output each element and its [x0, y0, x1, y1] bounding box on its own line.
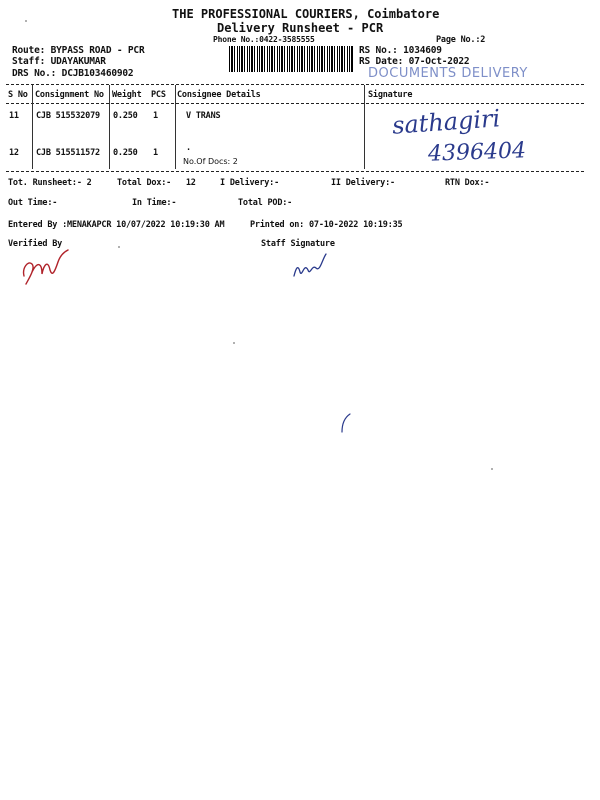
staff-initials-scribble — [290, 248, 330, 282]
total-runsheet: Tot. Runsheet:- 2 — [8, 178, 92, 188]
scan-speck — [491, 468, 493, 470]
row-2-consignee: . — [186, 143, 191, 153]
total-dox: Total Dox:- 12 — [117, 178, 196, 188]
rtn-dox: RTN Dox:- — [445, 178, 490, 188]
rs-number: RS No.: 1034609 — [359, 45, 442, 56]
staff-name: Staff: UDAYAKUMAR — [12, 56, 106, 67]
scan-speck — [118, 246, 120, 248]
rs-date: RS Date: 07-Oct-2022 — [359, 56, 470, 67]
col-sep — [175, 85, 176, 169]
staff-signature-label: Staff Signature — [261, 239, 335, 249]
header-top-rule — [6, 84, 584, 85]
col-sep — [32, 85, 33, 169]
in-time: In Time:- — [132, 198, 177, 208]
page-number: Page No.:2 — [436, 35, 486, 45]
row-1-weight: 0.250 — [113, 111, 138, 121]
table-bottom-rule — [6, 171, 584, 172]
route: Route: BYPASS ROAD - PCR — [12, 45, 145, 56]
stray-pen-mark — [338, 410, 354, 436]
verified-by-label: Verified By — [8, 239, 63, 249]
barcode — [229, 46, 354, 72]
company-name: THE PROFESSIONAL COURIERS, Coimbatore — [172, 7, 440, 21]
entered-by: Entered By :MENAKAPCR 10/07/2022 10:19:30 AM — [8, 220, 225, 230]
row-2-weight: 0.250 — [113, 148, 138, 158]
row-1-pcs: 1 — [153, 111, 158, 121]
col-header-consignment: Consignment No — [35, 90, 104, 100]
col-header-consignee: Consignee Details — [177, 90, 261, 100]
ii-delivery: II Delivery:- — [331, 178, 395, 188]
row-2-sno: 12 — [9, 148, 19, 158]
handwritten-signature-number: 4396404 — [427, 138, 527, 167]
drs-number: DRS No.: DCJB103460902 — [12, 68, 134, 79]
scan-speck — [25, 20, 27, 22]
row-1-consignment: CJB 515532079 — [36, 111, 100, 121]
scan-speck — [233, 342, 235, 344]
total-pod: Total POD:- — [238, 198, 293, 208]
col-header-weight: Weight — [112, 90, 142, 100]
col-header-sno: S No — [8, 90, 28, 100]
documents-delivery-stamp: DOCUMENTS DELIVERY — [368, 66, 528, 81]
row-1-sno: 11 — [9, 111, 19, 121]
sheet-title: Delivery Runsheet - PCR — [217, 21, 384, 35]
col-header-pcs: PCS — [151, 90, 166, 100]
row-2-doc-count: No.Of Docs: 2 — [183, 157, 238, 166]
col-sep — [364, 85, 365, 169]
row-2-pcs: 1 — [153, 148, 158, 158]
printed-on: Printed on: 07-10-2022 10:19:35 — [250, 220, 403, 230]
out-time: Out Time:- — [8, 198, 58, 208]
phone-number: Phone No.:0422-3585555 — [213, 35, 315, 44]
i-delivery: I Delivery:- — [220, 178, 280, 188]
row-2-consignment: CJB 515511572 — [36, 148, 100, 158]
col-sep — [109, 85, 110, 169]
handwritten-signature-name: sathagiri — [391, 104, 502, 140]
row-1-consignee: V TRANS — [186, 111, 221, 121]
col-header-signature: Signature — [368, 90, 413, 100]
verifier-initials-scribble — [18, 246, 74, 290]
